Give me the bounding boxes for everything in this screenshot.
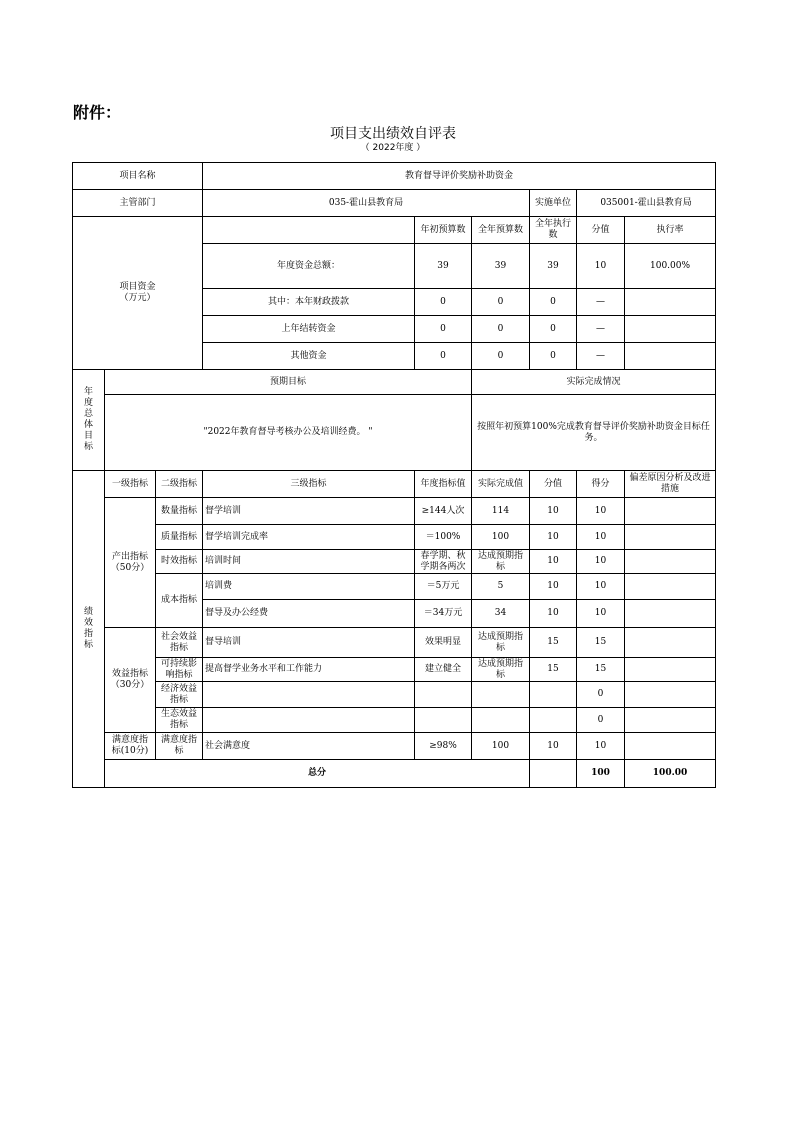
deviation: [625, 708, 716, 733]
performance-table: [72, 162, 716, 788]
score: 15: [577, 658, 625, 682]
actual-value: 达成预期指标: [472, 550, 530, 574]
funds-executed: 0: [530, 316, 577, 343]
total-actual-blank: [530, 760, 577, 788]
funds-initial: 39: [415, 244, 472, 289]
project-name-label: 项目名称: [73, 163, 203, 190]
score-value: 15: [530, 628, 577, 658]
target-value: [415, 682, 472, 708]
page-title: 项目支出绩效自评表: [330, 126, 456, 142]
indicator-row: [73, 525, 716, 550]
actual-value: 达成预期指标: [472, 628, 530, 658]
indicator-header: 得分: [577, 471, 625, 498]
funds-row-label: 其中：本年财政拨款: [203, 289, 415, 316]
indicator-row: [73, 733, 716, 760]
score-value: [530, 708, 577, 733]
funds-initial: 0: [415, 316, 472, 343]
deviation: [625, 498, 716, 525]
funds-row-label: 上年结转资金: [203, 316, 415, 343]
funds-rate: [625, 289, 716, 316]
actual-value: 100: [472, 733, 530, 760]
funds-row-label: 年度资金总额：: [203, 244, 415, 289]
indicator-row: [73, 658, 716, 682]
target-value: ＝100%: [415, 525, 472, 550]
group-output: 产出指标 （50分）: [105, 498, 156, 628]
level2-quality: 质量指标: [156, 525, 203, 550]
funds-initial: 0: [415, 289, 472, 316]
report-year: （ 2022年度 ）: [360, 143, 426, 153]
actual-value: 达成预期指标: [472, 658, 530, 682]
deviation: [625, 682, 716, 708]
score: 10: [577, 550, 625, 574]
level3-name: [203, 682, 415, 708]
deviation: [625, 658, 716, 682]
score: 0: [577, 682, 625, 708]
funds-header: 全年预算数: [472, 217, 530, 244]
indicators-side-label: 绩 效 指 标: [73, 471, 105, 788]
score-value: 10: [530, 525, 577, 550]
impl-label: 实施单位: [530, 190, 577, 217]
funds-score-value: 10: [577, 244, 625, 289]
level3-name: [203, 708, 415, 733]
funds-header: 年初预算数: [415, 217, 472, 244]
funds-header: 全年执行数: [530, 217, 577, 244]
level2-quantity: 数量指标: [156, 498, 203, 525]
funds-score-value: —: [577, 289, 625, 316]
actual-result-header: 实际完成情况: [472, 370, 716, 395]
score: 0: [577, 708, 625, 733]
indicator-header: 二级指标: [156, 471, 203, 498]
level2-ecological: 生态效益 指标: [156, 708, 203, 733]
target-value: ≥144人次: [415, 498, 472, 525]
funds-executed: 0: [530, 343, 577, 370]
actual-value: 34: [472, 600, 530, 628]
actual-result-text: 按照年初预算100%完成教育督导评价奖励补助资金目标任务。: [472, 395, 716, 471]
funds-rate: 100.00%: [625, 244, 716, 289]
actual-value: [472, 708, 530, 733]
indicator-header: 三级指标: [203, 471, 415, 498]
target-value: 效果明显: [415, 628, 472, 658]
score: 10: [577, 498, 625, 525]
target-value: [415, 708, 472, 733]
level3-name: 培训时间: [203, 550, 415, 574]
funds-executed: 0: [530, 289, 577, 316]
actual-value: [472, 682, 530, 708]
target-value: 建立健全: [415, 658, 472, 682]
level3-name: 培训费: [203, 574, 415, 600]
target-value: ≥98%: [415, 733, 472, 760]
target-value: ＝5万元: [415, 574, 472, 600]
level2-timeliness: 时效指标: [156, 550, 203, 574]
group-satisfaction: 满意度指 标(10分): [105, 733, 156, 760]
expected-goal-text: "2022年教育督导考核办公及培训经费。 ": [105, 395, 472, 471]
score: 10: [577, 733, 625, 760]
funds-header: 执行率: [625, 217, 716, 244]
dept-label: 主管部门: [73, 190, 203, 217]
deviation: [625, 550, 716, 574]
funds-initial: 0: [415, 343, 472, 370]
total-label: 总分: [105, 760, 530, 788]
funds-annual: 0: [472, 343, 530, 370]
funds-annual: 39: [472, 244, 530, 289]
funds-annual: 0: [472, 289, 530, 316]
dept-value: 035-霍山县教育局: [203, 190, 530, 217]
score-value: 10: [530, 600, 577, 628]
score: 15: [577, 628, 625, 658]
score: 10: [577, 600, 625, 628]
actual-value: 100: [472, 525, 530, 550]
indicator-row: [73, 708, 716, 733]
score: 10: [577, 525, 625, 550]
funds-annual: 0: [472, 316, 530, 343]
level2-economic: 经济效益 指标: [156, 682, 203, 708]
deviation: [625, 600, 716, 628]
funds-row-label: 其他资金: [203, 343, 415, 370]
actual-value: 5: [472, 574, 530, 600]
level2-social: 社会效益 指标: [156, 628, 203, 658]
level3-name: 督导培训: [203, 628, 415, 658]
group-benefit: 效益指标 （30分）: [105, 628, 156, 733]
indicator-row: [73, 628, 716, 658]
impl-value: 035001-霍山县教育局: [577, 190, 716, 217]
level2-cost: 成本指标: [156, 574, 203, 628]
level2-satisfaction: 满意度指 标: [156, 733, 203, 760]
expected-goal-header: 预期目标: [105, 370, 472, 395]
deviation: [625, 628, 716, 658]
funds-label: 项目资金 （万元）: [73, 217, 203, 370]
attachment-label: 附件：: [73, 103, 122, 122]
deviation: [625, 525, 716, 550]
funds-score-value: —: [577, 343, 625, 370]
indicator-header: 一级指标: [105, 471, 156, 498]
score-value: [530, 682, 577, 708]
target-value: ＝34万元: [415, 600, 472, 628]
deviation: [625, 574, 716, 600]
score-value: 10: [530, 733, 577, 760]
score-value: 15: [530, 658, 577, 682]
actual-value: 114: [472, 498, 530, 525]
indicator-header: 偏差原因分析及改进措施: [625, 471, 716, 498]
level3-name: 督学培训: [203, 498, 415, 525]
score-value: 10: [530, 550, 577, 574]
score: 10: [577, 574, 625, 600]
score-value: 10: [530, 574, 577, 600]
indicator-row: [73, 682, 716, 708]
target-value: 春学期、秋学期各两次: [415, 550, 472, 574]
indicator-header: 年度指标值: [415, 471, 472, 498]
level3-name: 提高督学业务水平和工作能力: [203, 658, 415, 682]
indicator-header: 实际完成值: [472, 471, 530, 498]
indicator-row: [73, 498, 716, 525]
level3-name: 社会满意度: [203, 733, 415, 760]
funds-header: 分值: [577, 217, 625, 244]
project-name-value: 教育督导评价奖励补助资金: [203, 163, 716, 190]
goals-side-label: 年 度 总 体 目 标: [73, 370, 105, 471]
funds-executed: 39: [530, 244, 577, 289]
funds-score-value: —: [577, 316, 625, 343]
level3-name: 督导及办公经费: [203, 600, 415, 628]
funds-rate: [625, 316, 716, 343]
indicator-row: [73, 550, 716, 574]
score-value: 10: [530, 498, 577, 525]
indicator-header: 分值: [530, 471, 577, 498]
level2-sustainable: 可持续影 响指标: [156, 658, 203, 682]
deviation: [625, 733, 716, 760]
level3-name: 督学培训完成率: [203, 525, 415, 550]
indicator-row: [73, 574, 716, 600]
total-score-value: 100: [577, 760, 625, 788]
funds-rate: [625, 343, 716, 370]
total-score: 100.00: [625, 760, 716, 788]
funds-header-blank: [203, 217, 415, 244]
